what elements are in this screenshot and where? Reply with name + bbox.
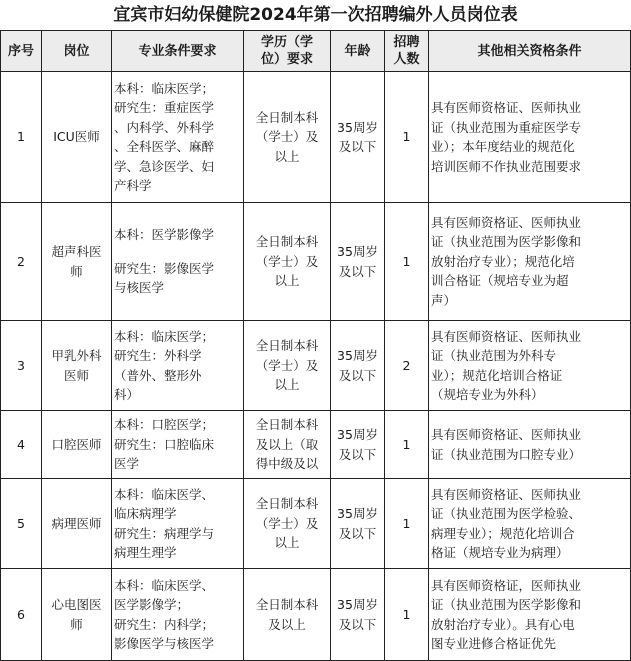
cell-gap — [114, 245, 241, 259]
cell-education: 全日制本科 （学士）及 以上 — [244, 72, 331, 203]
header-age: 年龄 — [331, 31, 385, 72]
header-no: 序号 — [1, 31, 42, 72]
table-row — [1, 411, 631, 479]
table-row — [1, 72, 631, 203]
header-other: 其他相关资格条件 — [429, 31, 631, 72]
cell-education: 全日制本科 及以上（取 得中级及以 — [244, 411, 331, 479]
cell-other: 具有医师资格证、医师执业 证（执业范围为医学影像和 放射治疗专业）；规范化培 训合格证（规培专业为超 声） — [429, 203, 631, 321]
cell-age: 35周岁 及以下 — [331, 321, 385, 411]
cell-education: 全日制本科 （学士）及 以上 — [244, 321, 331, 411]
cell-position: 超声科医 师 — [42, 203, 112, 321]
cell-count: 1 — [385, 569, 429, 661]
header-education: 学历（学 位）要求 — [244, 31, 331, 72]
cell-age: 35周岁 及以下 — [331, 569, 385, 661]
cell-major: 本科：口腔医学； 研究生：口腔临床 医学 — [112, 411, 244, 479]
table-row — [1, 479, 631, 569]
cell-no: 4 — [1, 411, 42, 479]
cell-position: 病理医师 — [42, 479, 112, 569]
cell-major: 本科：临床医学； 研究生：外科学 （普外、整形外 科） — [112, 321, 244, 411]
cell-education: 全日制本科 （学士）及 以上 — [244, 203, 331, 321]
cell-position: 口腔医师 — [42, 411, 112, 479]
cell-no: 1 — [1, 72, 42, 203]
cell-education: 全日制本科 及以上 — [244, 569, 331, 661]
table-row — [1, 569, 631, 661]
cell-count: 2 — [385, 321, 429, 411]
cell-count: 1 — [385, 72, 429, 203]
cell-no: 2 — [1, 203, 42, 321]
cell-major: 本科：临床医学、 医学影像学； 研究生：内科学； 影像医学与核医学 — [112, 569, 244, 661]
cell-position: 甲乳外科 医师 — [42, 321, 112, 411]
cell-count: 1 — [385, 411, 429, 479]
cell-other: 具有医师资格证、医师执业 证（执业范围为重症医学专 业）；本年度结业的规范化 培训医师不作执业范围要求 — [429, 72, 631, 203]
cell-age: 35周岁 及以下 — [331, 203, 385, 321]
cell-count: 1 — [385, 479, 429, 569]
header-major: 专业条件要求 — [112, 31, 244, 72]
cell-major: 本科：临床医学、 临床病理学 研究生：病理学与 病理生理学 — [112, 479, 244, 569]
table-row — [1, 203, 631, 321]
cell-position: ICU医师 — [42, 72, 112, 203]
header-row — [1, 31, 631, 72]
table-row — [1, 321, 631, 411]
cell-no: 6 — [1, 569, 42, 661]
cell-major: 本科：临床医学； 研究生：重症医学 、内科学、外科学 、全科医学、麻醉 学、急诊医学、妇 产科学 — [112, 72, 244, 203]
cell-count: 1 — [385, 203, 429, 321]
cell-education: 全日制本科 （学士）及 以上 — [244, 479, 331, 569]
cell-no: 5 — [1, 479, 42, 569]
header-count: 招聘 人数 — [385, 31, 429, 72]
cell-no: 3 — [1, 321, 42, 411]
cell-age: 35周岁 及以下 — [331, 479, 385, 569]
cell-position: 心电图医 师 — [42, 569, 112, 661]
cell-age: 35周岁 及以下 — [331, 72, 385, 203]
cell-other: 具有医师资格证、医师执业 证（执业范围为医学检验、 病理专业）；规范化培训合 格证（规培专业为病理） — [429, 479, 631, 569]
cell-other: 具有医师资格证、医师执业 证（执业范围为口腔专业） — [429, 411, 631, 479]
cell-other: 具有医师资格证，医师执业 证（执业范围为医学影像和 放射治疗专业）。具有心电 图专业进修合格证优先 — [429, 569, 631, 661]
page-title: 宜宾市妇幼保健院2024年第一次招聘编外人员岗位表 — [113, 5, 518, 25]
cell-age: 35周岁 及以下 — [331, 411, 385, 479]
header-position: 岗位 — [42, 31, 112, 72]
cell-other: 具有医师资格证、医师执业 证（执业范围为外科专 业）；规范化培训合格证 （规培专业为外科） — [429, 321, 631, 411]
position-table — [0, 30, 631, 661]
cell-major: 本科：医学影像学 研究生：影像医学 与核医学 — [112, 203, 244, 321]
